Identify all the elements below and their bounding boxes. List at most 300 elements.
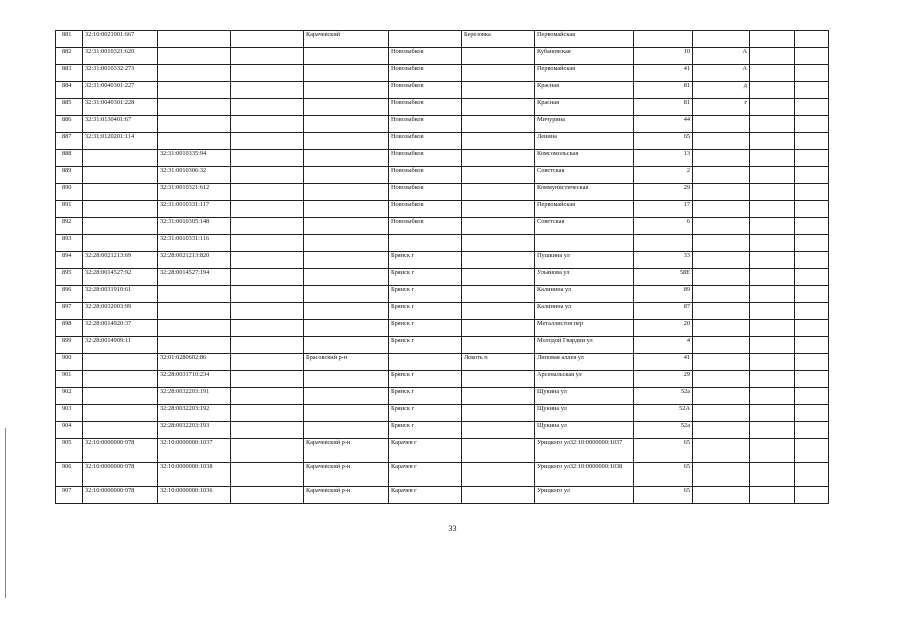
building-cadastral-number-cell: 32:10:0000000:1038 xyxy=(158,463,231,487)
district-cell xyxy=(304,82,389,99)
house-letter-cell xyxy=(693,422,750,439)
row-number-cell: 904 xyxy=(56,422,83,439)
house-letter-cell xyxy=(693,201,750,218)
building-cadastral-number-cell: 32:28:0032203:193 xyxy=(158,422,231,439)
building-cadastral-number-cell xyxy=(158,116,231,133)
cadastral-number-cell: 32:31:0010321:620 xyxy=(83,48,158,65)
row-number-cell: 889 xyxy=(56,167,83,184)
table-row xyxy=(56,487,829,504)
registry-table xyxy=(55,30,829,504)
district-cell xyxy=(304,286,389,303)
extra-cell xyxy=(795,303,829,320)
house-letter-cell xyxy=(693,252,750,269)
district-cell xyxy=(304,218,389,235)
city-cell: Брянск г xyxy=(389,269,462,286)
cadastral-number-cell: 32:28:0014909:11 xyxy=(83,337,158,354)
district-cell xyxy=(304,320,389,337)
street-cell: Молодой Гвардии ул xyxy=(535,337,634,354)
house-number-cell: 87 xyxy=(634,303,693,320)
extra-cell xyxy=(795,405,829,422)
row-number-cell: 903 xyxy=(56,405,83,422)
extra-cell xyxy=(795,371,829,388)
city-cell: Новозыбков xyxy=(389,218,462,235)
extra-cell xyxy=(795,65,829,82)
settlement-cell: Локоть п xyxy=(462,354,535,371)
cadastral-number-cell: 32:31:0040301:228 xyxy=(83,99,158,116)
district-cell xyxy=(304,116,389,133)
house-letter-cell xyxy=(693,184,750,201)
street-cell: Арсенальская ул xyxy=(535,371,634,388)
city-cell: Брянск г xyxy=(389,303,462,320)
scan-edge-line xyxy=(5,428,6,598)
extra-cell xyxy=(795,388,829,405)
cadastral-number-cell xyxy=(83,184,158,201)
cadastral-number-cell: 32:10:0000000:978 xyxy=(83,439,158,463)
house-number-cell: 13 xyxy=(634,150,693,167)
street-cell: Советская xyxy=(535,167,634,184)
cadastral-number-cell: 32:28:0014920:37 xyxy=(83,320,158,337)
table-row xyxy=(56,82,829,99)
building-cadastral-number-cell: 32:31:0010321:612 xyxy=(158,184,231,201)
house-number-cell: 2 xyxy=(634,167,693,184)
district-cell: Карачевский xyxy=(304,31,389,48)
cadastral-number-cell: 32:31:0120201:114 xyxy=(83,133,158,150)
building-cadastral-number-cell: 32:10:0000000:1036 xyxy=(158,487,231,504)
extra-cell xyxy=(795,99,829,116)
house-letter-cell xyxy=(693,235,750,252)
extra-cell xyxy=(750,487,795,504)
house-letter-cell xyxy=(693,337,750,354)
city-cell: Новозыбков xyxy=(389,150,462,167)
building-cadastral-number-cell xyxy=(158,82,231,99)
house-number-cell: 17 xyxy=(634,201,693,218)
extra-cell xyxy=(795,150,829,167)
street-cell: Первомайская xyxy=(535,65,634,82)
table-row xyxy=(56,286,829,303)
empty-cell xyxy=(231,133,304,150)
table-row xyxy=(56,31,829,48)
cadastral-number-cell xyxy=(83,167,158,184)
street-cell: Ульянова ул xyxy=(535,269,634,286)
house-number-cell: 4 xyxy=(634,337,693,354)
building-cadastral-number-cell xyxy=(158,320,231,337)
street-cell: Советская xyxy=(535,218,634,235)
street-cell: Красная xyxy=(535,99,634,116)
table-row xyxy=(56,252,829,269)
house-number-cell: 52а xyxy=(634,422,693,439)
settlement-cell: Березовка xyxy=(462,31,535,48)
building-cadastral-number-cell: 32:28:0032203:191 xyxy=(158,388,231,405)
extra-cell xyxy=(795,354,829,371)
cadastral-number-cell xyxy=(83,201,158,218)
extra-cell xyxy=(750,48,795,65)
house-letter-cell xyxy=(693,320,750,337)
extra-cell xyxy=(750,133,795,150)
city-cell: Карачев г xyxy=(389,439,462,463)
house-number-cell: 20 xyxy=(634,320,693,337)
extra-cell xyxy=(795,201,829,218)
city-cell xyxy=(389,354,462,371)
building-cadastral-number-cell: 32:28:0014527:194 xyxy=(158,269,231,286)
extra-cell xyxy=(750,354,795,371)
row-number-cell: 891 xyxy=(56,201,83,218)
district-cell xyxy=(304,65,389,82)
house-letter-cell: г xyxy=(693,99,750,116)
house-letter-cell xyxy=(693,463,750,487)
house-number-cell: 58Е xyxy=(634,269,693,286)
extra-cell xyxy=(795,82,829,99)
house-letter-cell xyxy=(693,371,750,388)
table-row xyxy=(56,388,829,405)
cadastral-number-cell xyxy=(83,150,158,167)
house-number-cell: 52а xyxy=(634,388,693,405)
street-cell: Коммунистическая xyxy=(535,184,634,201)
house-number-cell: 29 xyxy=(634,371,693,388)
extra-cell xyxy=(795,252,829,269)
street-cell: Первомайская xyxy=(535,31,634,48)
empty-cell xyxy=(231,65,304,82)
empty-cell xyxy=(231,439,304,463)
settlement-cell xyxy=(462,116,535,133)
district-cell xyxy=(304,99,389,116)
empty-cell xyxy=(231,286,304,303)
cadastral-number-cell: 32:31:0130401:67 xyxy=(83,116,158,133)
extra-cell xyxy=(750,269,795,286)
house-letter-cell xyxy=(693,218,750,235)
row-number-cell: 882 xyxy=(56,48,83,65)
house-number-cell: 81 xyxy=(634,99,693,116)
street-cell xyxy=(535,235,634,252)
row-number-cell: 905 xyxy=(56,439,83,463)
table-row xyxy=(56,99,829,116)
city-cell: Новозыбков xyxy=(389,201,462,218)
street-cell: Калинина ул xyxy=(535,303,634,320)
building-cadastral-number-cell xyxy=(158,286,231,303)
building-cadastral-number-cell: 32:28:0032203:192 xyxy=(158,405,231,422)
city-cell: Новозыбков xyxy=(389,82,462,99)
house-letter-cell xyxy=(693,388,750,405)
cadastral-number-cell: 32:28:0031910:61 xyxy=(83,286,158,303)
city-cell: Брянск г xyxy=(389,252,462,269)
settlement-cell xyxy=(462,269,535,286)
cadastral-number-cell: 32:28:0032003:99 xyxy=(83,303,158,320)
empty-cell xyxy=(231,252,304,269)
extra-cell xyxy=(795,422,829,439)
extra-cell xyxy=(750,422,795,439)
cadastral-number-cell: 32:10:0021001:667 xyxy=(83,31,158,48)
extra-cell xyxy=(750,252,795,269)
district-cell xyxy=(304,371,389,388)
street-cell: Урицкого ул32:10:0000000:1037 xyxy=(535,439,634,463)
street-cell: Урицкого ул32:10:0000000:1038 xyxy=(535,463,634,487)
house-number-cell xyxy=(634,235,693,252)
district-cell xyxy=(304,388,389,405)
table-row xyxy=(56,405,829,422)
district-cell xyxy=(304,422,389,439)
settlement-cell xyxy=(462,487,535,504)
row-number-cell: 895 xyxy=(56,269,83,286)
table-row xyxy=(56,150,829,167)
extra-cell xyxy=(750,337,795,354)
extra-cell xyxy=(750,116,795,133)
building-cadastral-number-cell xyxy=(158,99,231,116)
house-letter-cell xyxy=(693,286,750,303)
settlement-cell xyxy=(462,99,535,116)
empty-cell xyxy=(231,48,304,65)
settlement-cell xyxy=(462,405,535,422)
settlement-cell xyxy=(462,303,535,320)
table-row xyxy=(56,337,829,354)
cadastral-number-cell: 32:31:0010332:273 xyxy=(83,65,158,82)
settlement-cell xyxy=(462,337,535,354)
extra-cell xyxy=(750,201,795,218)
city-cell: Новозыбков xyxy=(389,167,462,184)
city-cell: Новозыбков xyxy=(389,133,462,150)
table-row xyxy=(56,371,829,388)
settlement-cell xyxy=(462,82,535,99)
empty-cell xyxy=(231,463,304,487)
row-number-cell: 896 xyxy=(56,286,83,303)
cadastral-number-cell: 32:10:0000000:978 xyxy=(83,487,158,504)
extra-cell xyxy=(750,405,795,422)
city-cell: Новозыбков xyxy=(389,184,462,201)
extra-cell xyxy=(795,31,829,48)
street-cell: Липовая аллея ул xyxy=(535,354,634,371)
empty-cell xyxy=(231,422,304,439)
house-number-cell: 81 xyxy=(634,82,693,99)
extra-cell xyxy=(750,235,795,252)
settlement-cell xyxy=(462,320,535,337)
street-cell: Комсомольская xyxy=(535,150,634,167)
empty-cell xyxy=(231,116,304,133)
house-letter-cell: д xyxy=(693,82,750,99)
house-letter-cell xyxy=(693,167,750,184)
house-number-cell: 65 xyxy=(634,463,693,487)
house-number-cell: 10 xyxy=(634,48,693,65)
house-letter-cell xyxy=(693,439,750,463)
cadastral-number-cell xyxy=(83,235,158,252)
house-number-cell: 33 xyxy=(634,252,693,269)
street-cell: Первомайская xyxy=(535,201,634,218)
table-row xyxy=(56,116,829,133)
row-number-cell: 884 xyxy=(56,82,83,99)
building-cadastral-number-cell xyxy=(158,133,231,150)
empty-cell xyxy=(231,337,304,354)
extra-cell xyxy=(795,133,829,150)
district-cell xyxy=(304,150,389,167)
empty-cell xyxy=(231,320,304,337)
empty-cell xyxy=(231,405,304,422)
row-number-cell: 894 xyxy=(56,252,83,269)
empty-cell xyxy=(231,201,304,218)
extra-cell xyxy=(750,303,795,320)
cadastral-number-cell: 32:28:0014527:92 xyxy=(83,269,158,286)
city-cell: Брянск г xyxy=(389,388,462,405)
street-cell: Калинина ул xyxy=(535,286,634,303)
extra-cell xyxy=(795,320,829,337)
table-row xyxy=(56,235,829,252)
settlement-cell xyxy=(462,48,535,65)
house-number-cell: 41 xyxy=(634,354,693,371)
extra-cell xyxy=(795,167,829,184)
extra-cell xyxy=(795,48,829,65)
street-cell: Щукина ул xyxy=(535,388,634,405)
extra-cell xyxy=(750,286,795,303)
house-letter-cell xyxy=(693,354,750,371)
district-cell xyxy=(304,252,389,269)
settlement-cell xyxy=(462,235,535,252)
empty-cell xyxy=(231,184,304,201)
house-letter-cell xyxy=(693,303,750,320)
house-number-cell: 41 xyxy=(634,65,693,82)
extra-cell xyxy=(750,65,795,82)
city-cell: Новозыбков xyxy=(389,48,462,65)
building-cadastral-number-cell: 32:28:0031710:234 xyxy=(158,371,231,388)
cadastral-number-cell xyxy=(83,405,158,422)
empty-cell xyxy=(231,269,304,286)
cadastral-number-cell xyxy=(83,422,158,439)
settlement-cell xyxy=(462,252,535,269)
street-cell: Кубановская xyxy=(535,48,634,65)
building-cadastral-number-cell xyxy=(158,303,231,320)
district-cell xyxy=(304,337,389,354)
extra-cell xyxy=(750,99,795,116)
row-number-cell: 906 xyxy=(56,463,83,487)
table-row xyxy=(56,201,829,218)
extra-cell xyxy=(795,286,829,303)
city-cell: Новозыбков xyxy=(389,116,462,133)
building-cadastral-number-cell: 32:31:0010306:32 xyxy=(158,167,231,184)
empty-cell xyxy=(231,31,304,48)
row-number-cell: 881 xyxy=(56,31,83,48)
cadastral-number-cell xyxy=(83,354,158,371)
extra-cell xyxy=(750,320,795,337)
row-number-cell: 885 xyxy=(56,99,83,116)
extra-cell xyxy=(750,218,795,235)
city-cell: Брянск г xyxy=(389,337,462,354)
extra-cell xyxy=(795,269,829,286)
district-cell: Карачевский р-н xyxy=(304,487,389,504)
city-cell: Брянск г xyxy=(389,286,462,303)
district-cell xyxy=(304,167,389,184)
house-letter-cell: А xyxy=(693,48,750,65)
house-number-cell: 6 xyxy=(634,218,693,235)
extra-cell xyxy=(795,235,829,252)
table-row xyxy=(56,422,829,439)
settlement-cell xyxy=(462,167,535,184)
street-cell: Урицкого ул xyxy=(535,487,634,504)
settlement-cell xyxy=(462,286,535,303)
table-row xyxy=(56,65,829,82)
house-number-cell: 29 xyxy=(634,184,693,201)
settlement-cell xyxy=(462,65,535,82)
extra-cell xyxy=(750,388,795,405)
row-number-cell: 897 xyxy=(56,303,83,320)
street-cell: Ленина xyxy=(535,133,634,150)
empty-cell xyxy=(231,371,304,388)
building-cadastral-number-cell xyxy=(158,48,231,65)
house-letter-cell xyxy=(693,116,750,133)
district-cell xyxy=(304,235,389,252)
row-number-cell: 887 xyxy=(56,133,83,150)
table-row xyxy=(56,184,829,201)
extra-cell xyxy=(750,82,795,99)
district-cell xyxy=(304,184,389,201)
district-cell xyxy=(304,405,389,422)
street-cell: Щукина ул xyxy=(535,422,634,439)
house-letter-cell xyxy=(693,405,750,422)
building-cadastral-number-cell: 32:31:0010331:116 xyxy=(158,235,231,252)
settlement-cell xyxy=(462,439,535,463)
cadastral-number-cell xyxy=(83,218,158,235)
building-cadastral-number-cell: 32:28:0021213:820 xyxy=(158,252,231,269)
house-number-cell xyxy=(634,31,693,48)
street-cell: Мичурина xyxy=(535,116,634,133)
district-cell xyxy=(304,201,389,218)
street-cell: Щукина ул xyxy=(535,405,634,422)
street-cell: Пушкина ул xyxy=(535,252,634,269)
city-cell: Новозыбков xyxy=(389,65,462,82)
district-cell: Карачевский р-н xyxy=(304,463,389,487)
empty-cell xyxy=(231,82,304,99)
building-cadastral-number-cell: 32:10:0000000:1037 xyxy=(158,439,231,463)
cadastral-number-cell: 32:31:0040301:227 xyxy=(83,82,158,99)
row-number-cell: 883 xyxy=(56,65,83,82)
street-cell: Красная xyxy=(535,82,634,99)
extra-cell xyxy=(795,218,829,235)
extra-cell xyxy=(750,439,795,463)
empty-cell xyxy=(231,303,304,320)
empty-cell xyxy=(231,487,304,504)
extra-cell xyxy=(795,487,829,504)
building-cadastral-number-cell: 32:31:0010331:117 xyxy=(158,201,231,218)
extra-cell xyxy=(795,184,829,201)
row-number-cell: 886 xyxy=(56,116,83,133)
extra-cell xyxy=(750,463,795,487)
table-row xyxy=(56,269,829,286)
house-letter-cell xyxy=(693,31,750,48)
row-number-cell: 888 xyxy=(56,150,83,167)
row-number-cell: 893 xyxy=(56,235,83,252)
settlement-cell xyxy=(462,371,535,388)
row-number-cell: 890 xyxy=(56,184,83,201)
table-row xyxy=(56,303,829,320)
city-cell: Карачев г xyxy=(389,463,462,487)
extra-cell xyxy=(795,463,829,487)
building-cadastral-number-cell: 32:31:0010335:94 xyxy=(158,150,231,167)
empty-cell xyxy=(231,167,304,184)
empty-cell xyxy=(231,388,304,405)
city-cell: Брянск г xyxy=(389,422,462,439)
cadastral-number-cell xyxy=(83,388,158,405)
table-row xyxy=(56,320,829,337)
table-row xyxy=(56,463,829,487)
city-cell: Брянск г xyxy=(389,405,462,422)
table-row xyxy=(56,218,829,235)
table-row xyxy=(56,133,829,150)
city-cell: Брянск г xyxy=(389,371,462,388)
district-cell xyxy=(304,269,389,286)
table-row xyxy=(56,439,829,463)
row-number-cell: 899 xyxy=(56,337,83,354)
settlement-cell xyxy=(462,184,535,201)
district-cell: Брасовский р-н xyxy=(304,354,389,371)
table-row xyxy=(56,354,829,371)
row-number-cell: 892 xyxy=(56,218,83,235)
district-cell xyxy=(304,303,389,320)
building-cadastral-number-cell xyxy=(158,65,231,82)
extra-cell xyxy=(795,116,829,133)
